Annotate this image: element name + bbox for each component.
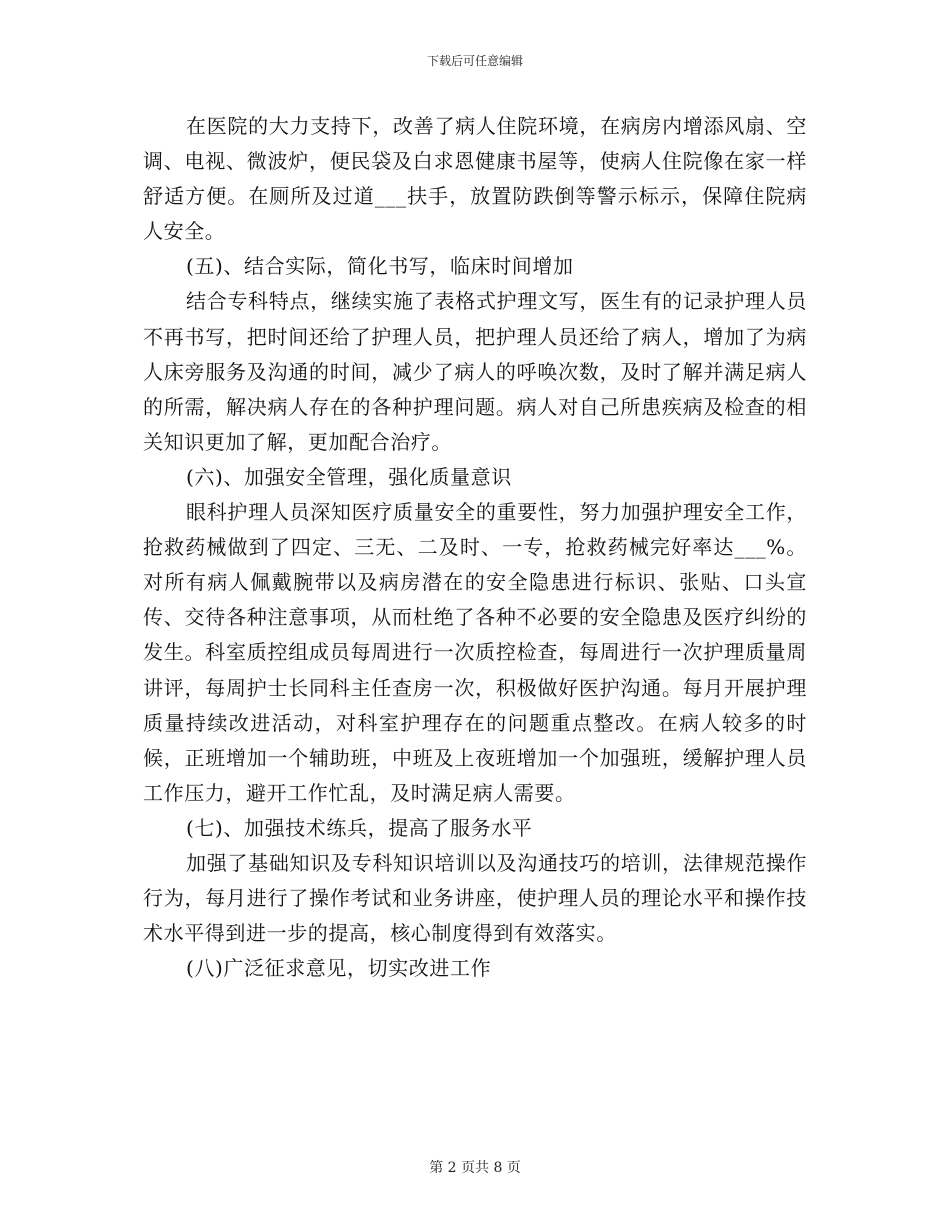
section-heading-8: (八)广泛征求意见，切实改进工作 [186, 956, 492, 981]
section-heading-6: (六)、加强安全管理，强化质量意识 [186, 464, 512, 489]
page-header: 下载后可任意编辑 [426, 54, 523, 68]
section-heading-5: (五)、结合实际，简化书写，临床时间增加 [186, 254, 574, 279]
paragraph-simplified-writing: 结合专科特点，继续实施了表格式护理文写，医生有的记录护理人员不再书写，把时间还给了护理人员，把护理人员还给了病人，增加了为病人床旁服务及沟通的时间，减少了病人的呼唤次数，及时了解并满足病人的所需，解决病人存在的各种护理问题。病人对自己所患疾病及检查的相关知识更加了解，更加配合治疗。 [143, 289, 807, 454]
section-heading-7: (七)、加强技术练兵，提高了服务水平 [186, 815, 533, 840]
paragraph-ward-environment: 在医院的大力支持下，改善了病人住院环境，在病房内增添风扇、空调、电视、微波炉，便民袋及白求恩健康书屋等，使病人住院像在家一样舒适方便。在厕所及过道___扶手，放置防跌倒等警示标示，保障住院病人安全。 [143, 114, 807, 244]
paragraph-skills-training: 加强了基础知识及专科知识培训以及沟通技巧的培训，法律规范操作行为，每月进行了操作考试和业务讲座，使护理人员的理论水平和操作技术水平得到进一步的提高，核心制度得到有效落实。 [143, 850, 807, 946]
page-number-footer: 第 2 页共 8 页 [429, 1160, 521, 1176]
paragraph-safety-management: 眼科护理人员深知医疗质量安全的重要性，努力加强护理安全工作，抢救药械做到了四定、三无、二及时、一专，抢救药械完好率达___%。对所有病人佩戴腕带以及病房潜在的安全隐患进行标识、张贴、口头宣传、交待各种注意事项，从而杜绝了各种不必要的安全隐患及医疗纠纷的发生。科室质控组成员每周进行一次质控检查，每周进行一次护理质量周讲评，每周护士长同科主任查房一次，积极做好医护沟通。每月开展护理质量持续改进活动，对科室护理存在的问题重点整改。在病人较多的时候，正班增加一个辅助班，中班及上夜班增加一个加强班，缓解护理人员工作压力，避开工作忙乱，及时满足病人需要。 [143, 500, 807, 805]
document-body [143, 109, 807, 986]
